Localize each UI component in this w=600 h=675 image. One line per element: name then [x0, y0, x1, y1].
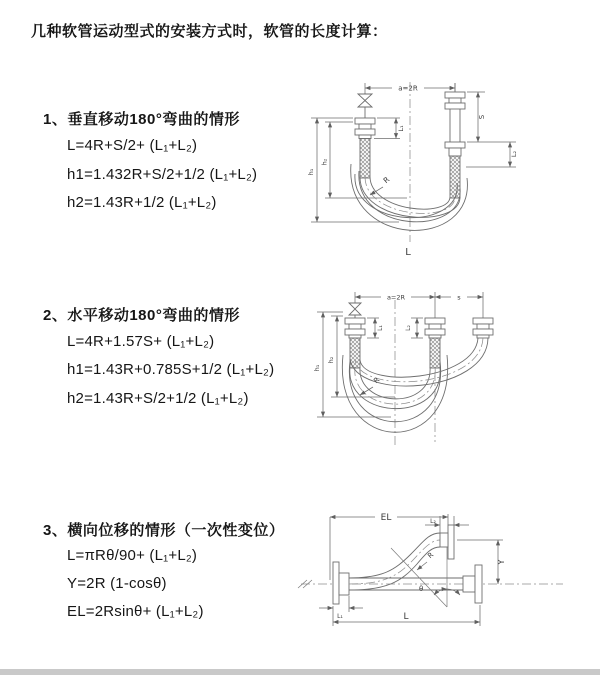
section-2-formula-h1: h1=1.43R+0.785S+1/2 (L₁+L₂)	[67, 361, 275, 378]
section-2-heading: 2、水平移动180°弯曲的情形	[43, 307, 240, 324]
dim-l2	[466, 142, 518, 167]
bend-radius-label: R	[426, 550, 436, 561]
braided-hose	[450, 156, 460, 198]
hose-u-curves	[342, 338, 488, 432]
section-3-formula-EL: EL=2Rsinθ+ (L₁+L₂)	[67, 603, 204, 620]
section-1-formula-L: L=4R+S/2+ (L₁+L₂)	[67, 137, 198, 154]
dim-label-h2: h₂	[320, 158, 329, 166]
diagram-horizontal-180	[295, 280, 595, 470]
dim-l2	[405, 318, 423, 338]
dim-label-s: S	[478, 114, 486, 120]
dim-label-l1: L₁	[377, 325, 384, 331]
left-pipe-assembly	[355, 93, 375, 178]
valve-icon	[349, 303, 361, 318]
dim-label-l2: L₂	[430, 518, 436, 525]
braided-hose	[360, 139, 370, 179]
bend-radius-label: R	[372, 375, 382, 386]
dim-h1	[307, 118, 399, 222]
section-1-formula-h1: h1=1.432R+S/2+1/2 (L₁+L₂)	[67, 166, 258, 183]
dim-label-el: EL	[380, 513, 392, 523]
valve-icon	[358, 94, 372, 107]
dim-label-l: L	[403, 612, 409, 622]
dim-s	[467, 92, 516, 142]
label-r	[370, 175, 391, 195]
dim-label-s: s	[457, 293, 461, 302]
section-1-heading: 1、垂直移动180°弯曲的情形	[43, 111, 240, 128]
dim-label-l2: L₂	[405, 325, 412, 331]
diagram-vertical-180	[295, 66, 595, 266]
bend-radius-label: R	[381, 174, 392, 186]
section-2-formula-L: L=4R+1.57S+ (L₁+L₂)	[67, 333, 215, 350]
dim-s	[435, 294, 483, 302]
dim-label-l2: L₂	[510, 150, 518, 158]
right-fitting-phantom	[473, 318, 493, 338]
left-flange	[333, 562, 349, 604]
right-pipe-assembly	[445, 83, 465, 198]
section-2-formula-h2: h2=1.43R+S/2+1/2 (L₁+L₂)	[67, 390, 249, 407]
dim-l1	[367, 318, 384, 338]
braided-hose	[430, 338, 440, 368]
dim-l1	[374, 118, 405, 139]
page-title: 几种软管运动型式的安装方式时，软管的长度计算：	[31, 23, 388, 40]
middle-fitting	[425, 318, 445, 368]
dim-label-a2r: a=2R	[386, 293, 406, 302]
dim-label-h1: h₁	[313, 364, 321, 372]
diagram-lateral-displacement	[295, 500, 600, 655]
section-1-formula-h2: h2=1.43R+1/2 (L₁+L₂)	[67, 194, 217, 211]
dim-extensions	[355, 292, 483, 318]
s-curve-hose	[349, 525, 454, 590]
dim-label-l1: L₁	[397, 125, 405, 132]
angle-theta-label: θ	[419, 585, 424, 593]
dim-label-h1: h₁	[307, 168, 315, 176]
label-r	[360, 376, 381, 395]
dim-label-h2: h₂	[327, 356, 335, 364]
section-3-formula-L: L=πRθ/90+ (L₁+L₂)	[67, 547, 198, 564]
dim-label-a2r: a=2R	[398, 84, 418, 93]
dim-label-l-bottom: L	[405, 247, 411, 258]
dim-label-l1: L₁	[337, 613, 343, 620]
page-bottom-edge	[0, 669, 600, 675]
dim-l2	[425, 516, 469, 533]
dim-l1	[319, 596, 363, 620]
dim-label-y: Y	[497, 559, 506, 565]
section-3-formula-Y: Y=2R (1-cosθ)	[67, 575, 167, 592]
section-3-heading: 3、横向位移的情形（一次性变位）	[43, 522, 285, 539]
